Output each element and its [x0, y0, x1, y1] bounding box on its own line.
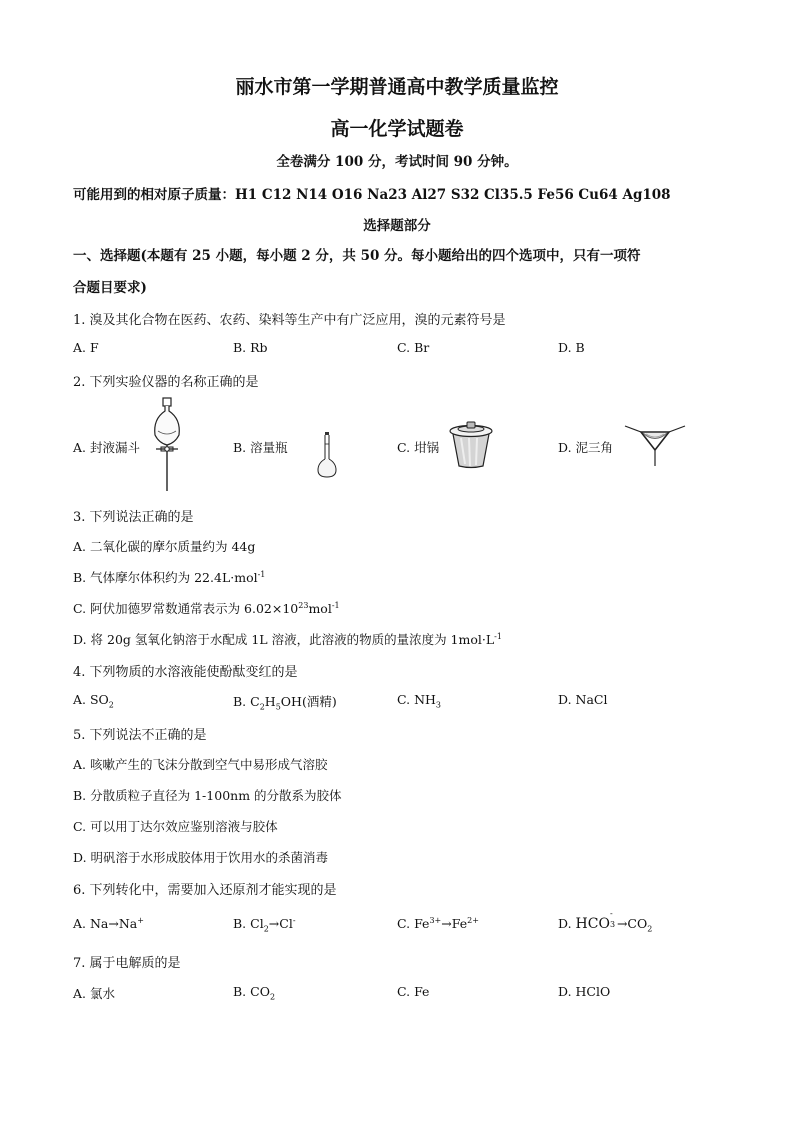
- q2-stem: 2. 下列实验仪器的名称正确的是: [73, 375, 259, 390]
- separatory-funnel-icon: [150, 397, 184, 495]
- exam-note: 全卷满分 100 分，考试时间 90 分钟。: [276, 154, 518, 170]
- atomic-masses: 可能用到的相对原子质量：H1 C12 N14 O16 Na23 Al27 S32 Cl35.5 Fe56 Cu64 Ag108: [73, 187, 671, 203]
- q5-option-b: B. 分散质粒子直径为 1-100nm 的分散系为胶体: [73, 788, 342, 803]
- volumetric-flask-icon: [316, 431, 338, 479]
- q6-option-d: D. HCO - 3 $\to CO_2$: [558, 909, 653, 934]
- section-heading: 选择题部分: [363, 218, 431, 234]
- q5-stem: 5. 下列说法不正确的是: [73, 728, 207, 743]
- instruction-line-2: 合题目要求): [73, 280, 147, 296]
- q5-option-a: A. 咳嗽产生的飞沫分散到空气中易形成气溶胶: [73, 757, 328, 772]
- q1-option-b: B. Rb: [233, 340, 268, 355]
- q5-option-d: D. 明矾溶于水形成胶体用于饮用水的杀菌消毒: [73, 850, 329, 865]
- q1-option-d: D. B: [558, 340, 585, 355]
- q7-option-d: D. HClO: [558, 984, 611, 999]
- q7-stem: 7. 属于电解质的是: [73, 956, 181, 971]
- q6-option-b: B. $Cl_2\to Cl^-$: [233, 916, 296, 934]
- q3-option-a: A. 二氧化碳的摩尔质量约为 44g: [73, 539, 256, 554]
- q2-option-b: B. 溶量瓶: [233, 440, 288, 455]
- q1-option-c: C. Br: [397, 340, 430, 355]
- q2-option-d: D. 泥三角: [558, 440, 614, 455]
- q1-option-a: A. F: [73, 340, 99, 355]
- q4-option-d: D. NaCl: [558, 692, 608, 707]
- q6-stem: 6. 下列转化中，需要加入还原剂才能实现的是: [73, 883, 337, 898]
- q4-stem: 4. 下列物质的水溶液能使酚酞变红的是: [73, 665, 298, 680]
- exam-subtitle: 高一化学试题卷: [330, 118, 464, 140]
- q2-option-a: A. 封液漏斗: [73, 440, 140, 455]
- exam-title: 丽水市第一学期普通高中教学质量监控: [235, 76, 559, 98]
- q6-option-c: C. $Fe^{3+}\to Fe^{2+}$: [397, 916, 479, 932]
- q7-option-a: A. 氯水: [73, 986, 115, 1001]
- q6-option-a: A. Na→Na+: [73, 916, 144, 932]
- q5-option-c: C. 可以用丁达尔效应鉴别溶液与胶体: [73, 819, 278, 834]
- q3-option-d: D. 将 20g 氢氧化钠溶于水配成 1L 溶液，此溶液的物质的量浓度为 $1mol\cdot L^{-1}$: [73, 631, 502, 647]
- clay-triangle-icon: [621, 420, 689, 470]
- q7-option-c: C. Fe: [397, 984, 430, 999]
- q3-option-b: B. 气体摩尔体积约为 22.4L·mol$^{-1}$: [73, 569, 266, 585]
- q4-option-b: B. $C_2H_5OH$(酒精): [233, 694, 337, 712]
- crucible-icon: [447, 420, 495, 470]
- q7-option-b: B. $CO_2$: [233, 984, 276, 1002]
- q4-option-c: C. $NH_3$: [397, 692, 441, 710]
- q4-option-a: A. $SO_2$: [73, 692, 114, 710]
- q2-option-c: C. 坩锅: [397, 440, 440, 455]
- instruction-line-1: 一、选择题(本题有 25 小题，每小题 2 分，共 50 分。每小题给出的四个选项中，只有一项符: [73, 248, 641, 264]
- q3-stem: 3. 下列说法正确的是: [73, 510, 194, 525]
- q3-option-c: C. 阿伏加德罗常数通常表示为 $6.02\times 10^{23}mol^{-1}$: [73, 600, 340, 616]
- q1-stem: 1. 溴及其化合物在医药、农药、染料等生产中有广泛应用，溴的元素符号是: [73, 313, 506, 328]
